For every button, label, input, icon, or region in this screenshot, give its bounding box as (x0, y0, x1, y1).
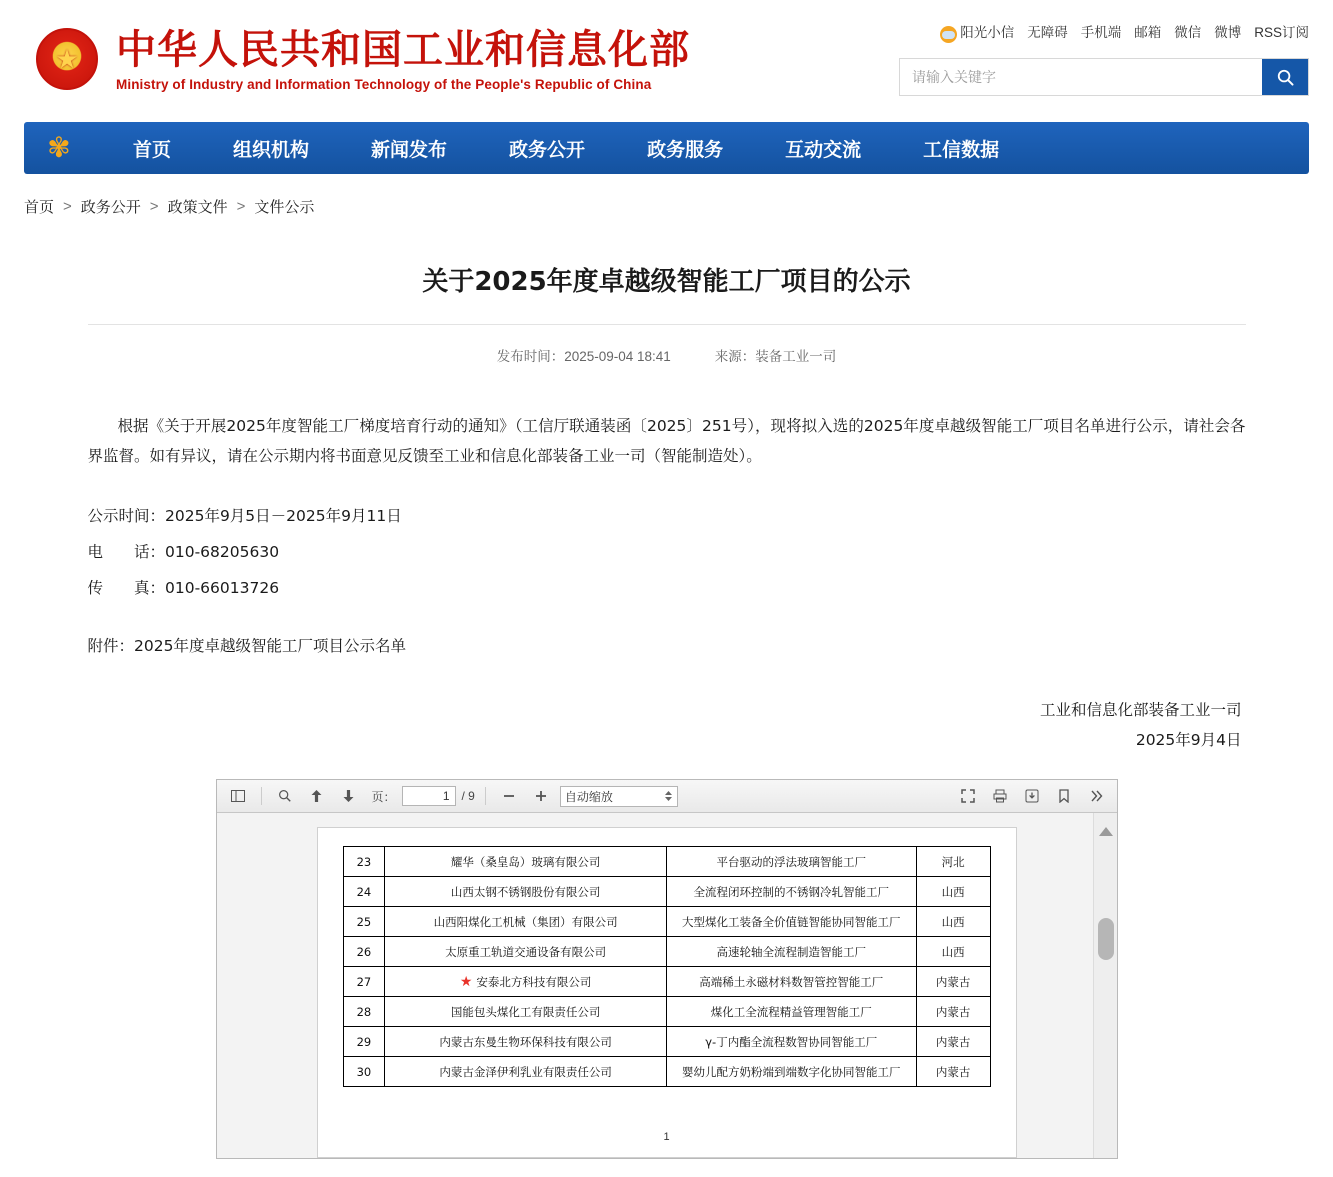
download-icon[interactable] (1019, 784, 1045, 808)
breadcrumb-item-government-affairs[interactable]: 政务公开 (80, 199, 141, 216)
top-link-accessibility[interactable]: 无障碍 (1027, 25, 1068, 40)
pdf-page (317, 827, 1017, 1158)
site-title-en: Ministry of Industry and Information Technology of the People's Republic of China (116, 76, 652, 92)
page-up-icon[interactable] (304, 784, 330, 808)
table-row-highlighted (343, 967, 990, 997)
source-value: 装备工业一司 (755, 349, 837, 364)
star-icon: ★ (459, 973, 473, 990)
page-label: 页： (371, 789, 396, 804)
signature-org: 工业和信息化部装备工业一司 (1039, 701, 1242, 719)
top-link-wechat[interactable]: 微信 (1174, 25, 1202, 40)
cell-project: 煤化工全流程精益管理智能工厂 (666, 997, 916, 1027)
scrollbar-thumb[interactable] (1098, 918, 1114, 960)
paragraph-main-text: 根据《关于开展2025年度智能工厂梯度培育行动的通知》（工信厅联通装函〔2025〕251号），现将拟入选的2025年度卓越级智能工厂项目名单进行公示，请社会各界监督。如有异议，请在公示期内将书面意见反馈至工业和信息化部装备工业一司（智能制造处）。 (87, 417, 1246, 465)
breadcrumb-separator: > (149, 198, 159, 215)
signature-block (88, 695, 1246, 755)
header-right (899, 20, 1309, 96)
ministry-logo-icon: ✾ (47, 132, 71, 163)
article (88, 217, 1246, 755)
cell-project: 平台驱动的浮法玻璃智能工厂 (666, 847, 916, 877)
breadcrumb (24, 196, 1309, 217)
cell-index: 26 (343, 937, 385, 967)
cell-company-marked (385, 967, 666, 997)
factory-list-table (343, 846, 991, 1087)
article-body (88, 411, 1246, 755)
nav-item-organization[interactable]: 组织机构 (233, 138, 310, 161)
table-row (343, 847, 990, 877)
breadcrumb-item-document-notice[interactable]: 文件公示 (254, 199, 315, 216)
cell-index: 30 (343, 1057, 385, 1087)
page-down-icon[interactable] (336, 784, 362, 808)
nav-item-data[interactable]: 工信数据 (923, 138, 1000, 161)
table-row (343, 907, 990, 937)
top-link-mail[interactable]: 邮箱 (1134, 25, 1162, 40)
cell-region: 内蒙古 (916, 967, 990, 997)
find-search-icon[interactable] (272, 784, 298, 808)
cell-project: 婴幼儿配方奶粉端到端数字化协同智能工厂 (666, 1057, 916, 1087)
nav-item-government-services[interactable]: 政务服务 (647, 138, 724, 161)
contact-fax: 传 真：010-66013726 (87, 579, 280, 597)
top-link-sunshine[interactable] (940, 21, 1014, 41)
pdf-toolbar (217, 780, 1117, 813)
toolbar-divider (485, 787, 486, 805)
fullscreen-icon[interactable] (955, 784, 981, 808)
zoom-out-icon[interactable] (496, 784, 522, 808)
pdf-scrollbar[interactable] (1093, 813, 1117, 1158)
notice-period: 公示时间：2025年9月5日－2025年9月11日 (87, 507, 402, 525)
pdf-page-number: 1 (663, 1131, 670, 1143)
cell-company: 山西阳煤化工机械（集团）有限公司 (385, 907, 666, 937)
cell-company-text: 安泰北方科技有限公司 (476, 974, 592, 989)
zoom-select[interactable] (560, 786, 678, 807)
zoom-select-value: 自动缩放 (564, 789, 613, 804)
search-input[interactable] (900, 59, 1262, 95)
table-row (343, 1027, 990, 1057)
breadcrumb-item-home[interactable]: 首页 (24, 199, 55, 216)
search-bar (899, 58, 1309, 96)
toolbar-divider (261, 787, 262, 805)
nav-item-interaction[interactable]: 互动交流 (785, 138, 862, 161)
pdf-body[interactable] (217, 813, 1117, 1158)
sidebar-toggle-icon[interactable] (225, 784, 251, 808)
cell-company: 国能包头煤化工有限责任公司 (385, 997, 666, 1027)
cell-index: 25 (343, 907, 385, 937)
top-link-label-0: 阳光小信 (960, 25, 1015, 40)
more-tools-icon[interactable] (1083, 784, 1109, 808)
print-icon[interactable] (987, 784, 1013, 808)
page-title: 关于2025年度卓越级智能工厂项目的公示 (422, 267, 911, 297)
cell-company: 耀华（桑皇岛）玻璃有限公司 (385, 847, 666, 877)
cell-index: 23 (343, 847, 385, 877)
cell-project: 高速轮轴全流程制造智能工厂 (666, 937, 916, 967)
pdf-viewer (216, 779, 1118, 1159)
cell-index: 29 (343, 1027, 385, 1057)
breadcrumb-separator: > (63, 198, 72, 215)
site-brand[interactable] (24, 27, 690, 92)
nav-item-news[interactable]: 新闻发布 (371, 138, 448, 161)
cell-company: 内蒙古东曼生物环保科技有限公司 (385, 1027, 666, 1057)
publish-time (497, 345, 671, 365)
page-number-input[interactable] (402, 786, 456, 806)
nav-item-home[interactable]: 首页 (133, 138, 172, 161)
notice-info-block (88, 501, 1246, 603)
paragraph-main (88, 411, 1246, 471)
cell-company: 内蒙古金泽伊利乳业有限责任公司 (385, 1057, 666, 1087)
publish-time-label: 发布时间： (496, 349, 565, 364)
site-header (0, 0, 1333, 118)
cell-region: 山西 (916, 877, 990, 907)
source-label: 来源： (714, 349, 756, 364)
signature-date: 2025年9月4日 (1135, 731, 1242, 749)
attachment-line[interactable]: 附件：2025年度卓越级智能工厂项目公示名单 (87, 637, 406, 655)
table-row (343, 937, 990, 967)
sun-icon (940, 26, 957, 43)
top-links (899, 20, 1309, 42)
cell-company: 太原重工轨道交通设备有限公司 (385, 937, 666, 967)
publish-time-value: 2025-09-04 18:41 (564, 349, 671, 364)
search-button[interactable] (1262, 59, 1308, 95)
cell-region: 内蒙古 (916, 997, 990, 1027)
cell-index: 24 (343, 877, 385, 907)
contact-phone: 电 话：010-68205630 (87, 543, 280, 561)
search-icon (1276, 68, 1295, 87)
cell-company: 山西太钢不锈钢股份有限公司 (385, 877, 666, 907)
select-arrows-icon (664, 790, 673, 802)
top-link-rss[interactable]: RSS订阅 (1254, 25, 1309, 40)
table-row (343, 1057, 990, 1087)
cell-region: 河北 (916, 847, 990, 877)
cell-region: 内蒙古 (916, 1057, 990, 1087)
top-link-mobile[interactable]: 手机端 (1080, 25, 1122, 40)
main-nav (24, 122, 1309, 174)
cell-index: 28 (343, 997, 385, 1027)
bookmark-icon[interactable] (1051, 784, 1077, 808)
article-meta (88, 324, 1246, 365)
cell-project: 全流程闭环控制的不锈钢冷轧智能工厂 (666, 877, 916, 907)
cell-project: γ-丁内酯全流程数智协同智能工厂 (666, 1027, 916, 1057)
breadcrumb-item-policy-documents[interactable]: 政策文件 (167, 199, 228, 216)
cell-index: 27 (343, 967, 385, 997)
table-row (343, 997, 990, 1027)
breadcrumb-separator: > (236, 198, 246, 215)
nav-item-government-affairs[interactable]: 政务公开 (509, 138, 586, 161)
article-source (715, 345, 837, 365)
cell-region: 山西 (916, 907, 990, 937)
page-total-label: / 9 (461, 789, 475, 803)
cell-project: 大型煤化工装备全价值链智能协同智能工厂 (666, 907, 916, 937)
cell-region: 山西 (916, 937, 990, 967)
cell-project: 高端稀土永磁材料数智管控智能工厂 (666, 967, 916, 997)
cell-region: 内蒙古 (916, 1027, 990, 1057)
top-link-weibo[interactable]: 微博 (1214, 25, 1242, 40)
scroll-up-icon[interactable] (1099, 827, 1113, 836)
national-emblem-icon (36, 28, 98, 90)
table-row (343, 877, 990, 907)
site-title-cn: 中华人民共和国工业和信息化部 (116, 26, 690, 73)
zoom-in-icon[interactable] (528, 784, 554, 808)
